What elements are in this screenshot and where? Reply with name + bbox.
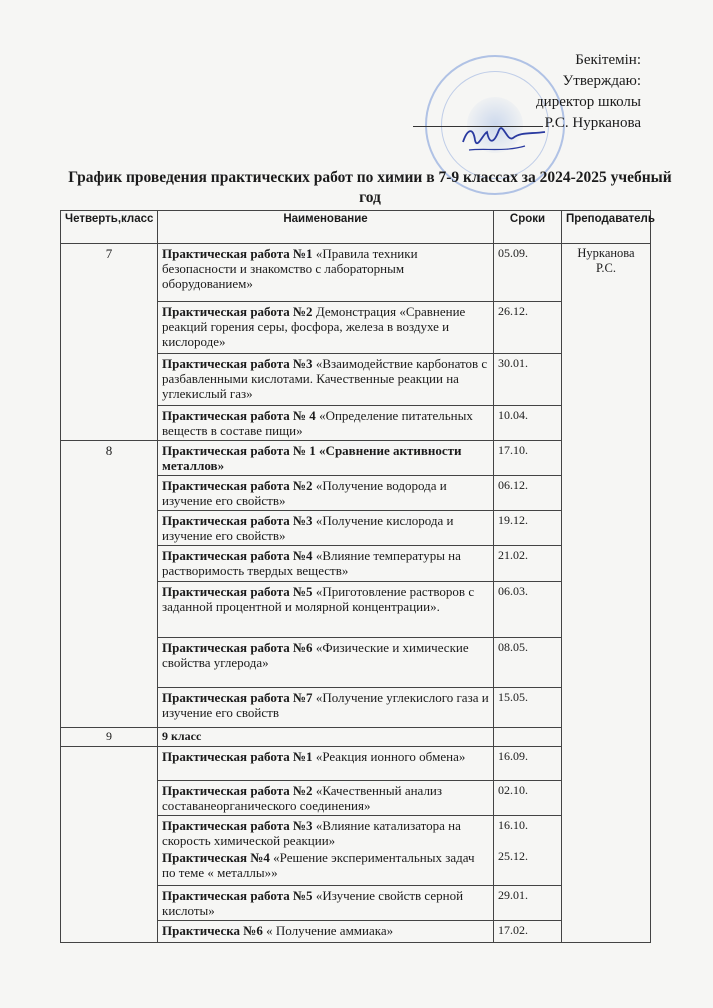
work-name-cell: Практическая работа №5 «Приготовление растворов с заданной процентной и молярной концентрации». [158,582,494,638]
approval-block [413,50,641,134]
approval-position: директор школы [536,94,641,110]
approval-signer: Р.С. Нурканова [544,115,641,131]
work-name-cell: Практическая работа №3 «Влияние катализатора на скорость химической реакции» Практическая №4 «Решение экспериментальных задач по теме « металлы»» [158,816,494,886]
work-name-cell: Практическая работа №1 «Правила техники безопасности и знакомство с лабораторным оборудованием» [158,244,494,302]
section-label-9: 9 класс [158,728,494,747]
work-date-cell: 06.03. [494,582,562,638]
work-name-cell: Практическая работа №2 «Получение водорода и изучение его свойств» [158,476,494,511]
empty-date-cell [494,728,562,747]
work-date-cell: 02.10. [494,781,562,816]
work-name-cell: Практическая работа №4 «Влияние температуры на растворимость твердых веществ» [158,546,494,582]
work-name-cell: Практическая работа №6 «Физические и химические свойства углерода» [158,638,494,688]
work-date-cell: 15.05. [494,688,562,728]
practical-works-table [60,210,655,943]
work-date-cell: 10.04. [494,406,562,441]
header-teacher: Преподаватель [562,211,651,244]
header-date: Сроки [494,211,562,244]
work-name-cell: Практическая работа № 1 «Сравнение активности металлов» [158,441,494,476]
work-name-cell: Практическая работа №2 «Качественный анализ составанеорганического соединения» [158,781,494,816]
work-name-cell: Практическая работа №5 «Изучение свойств серной кислоты» [158,886,494,921]
work-date-cell: 16.09. [494,747,562,781]
approval-kz: Бекітемін: [575,52,641,68]
work-date: 25.12. [498,849,528,863]
work-name-cell: Практическа №6 « Получение аммиака» [158,921,494,943]
work-date-cell: 26.12. [494,302,562,354]
work-name-cell: Практическая работа №1 «Реакция ионного обмена» [158,747,494,781]
work-name-cell: Практическая работа №2 Демонстрация «Сравнение реакций горения серы, фосфора, железа в воздухе и кислороде» [158,302,494,354]
work-name-cell: Практическая работа № 4 «Определение питательных веществ в составе пищи» [158,406,494,441]
work-date-cell: 08.05. [494,638,562,688]
grade-9-spacer-cell [61,747,158,943]
work-date-cell: 05.09. [494,244,562,302]
work-name-cell: Практическая работа №3 «Взаимодействие карбонатов с разбавленными кислотами. Качественные реакции на углекислый газ» [158,354,494,406]
work-date-cell: 19.12. [494,511,562,546]
approval-signature-line [413,113,641,134]
work-name-cell: Практическая работа №7 «Получение углекислого газа и изучение его свойств [158,688,494,728]
work-date-cell: 30.01. [494,354,562,406]
header-grade: Четверть,класс [61,211,158,244]
grade-cell-7: 7 [61,244,158,441]
table-row [61,244,651,302]
work-date-cell: 29.01. [494,886,562,921]
signature-underline [413,126,543,127]
work-date-cell [494,816,562,886]
work-date-cell: 17.02. [494,921,562,943]
work-date-cell: 21.02. [494,546,562,582]
table-header-row [61,211,651,244]
work-date-cell: 06.12. [494,476,562,511]
grade-cell-9: 9 [61,728,158,747]
work-name-cell: Практическая работа №3 «Получение кислорода и изучение его свойств» [158,511,494,546]
teacher-cell: Нурканова Р.С. [562,244,651,943]
document-title: График проведения практических работ по химии в 7-9 классах за 2024-2025 учебный год [68,169,672,206]
approval-ru: Утверждаю: [562,73,641,89]
header-name: Наименование [158,211,494,244]
grade-cell-8: 8 [61,441,158,728]
work-date: 16.10. [498,818,528,832]
work-date-cell: 17.10. [494,441,562,476]
